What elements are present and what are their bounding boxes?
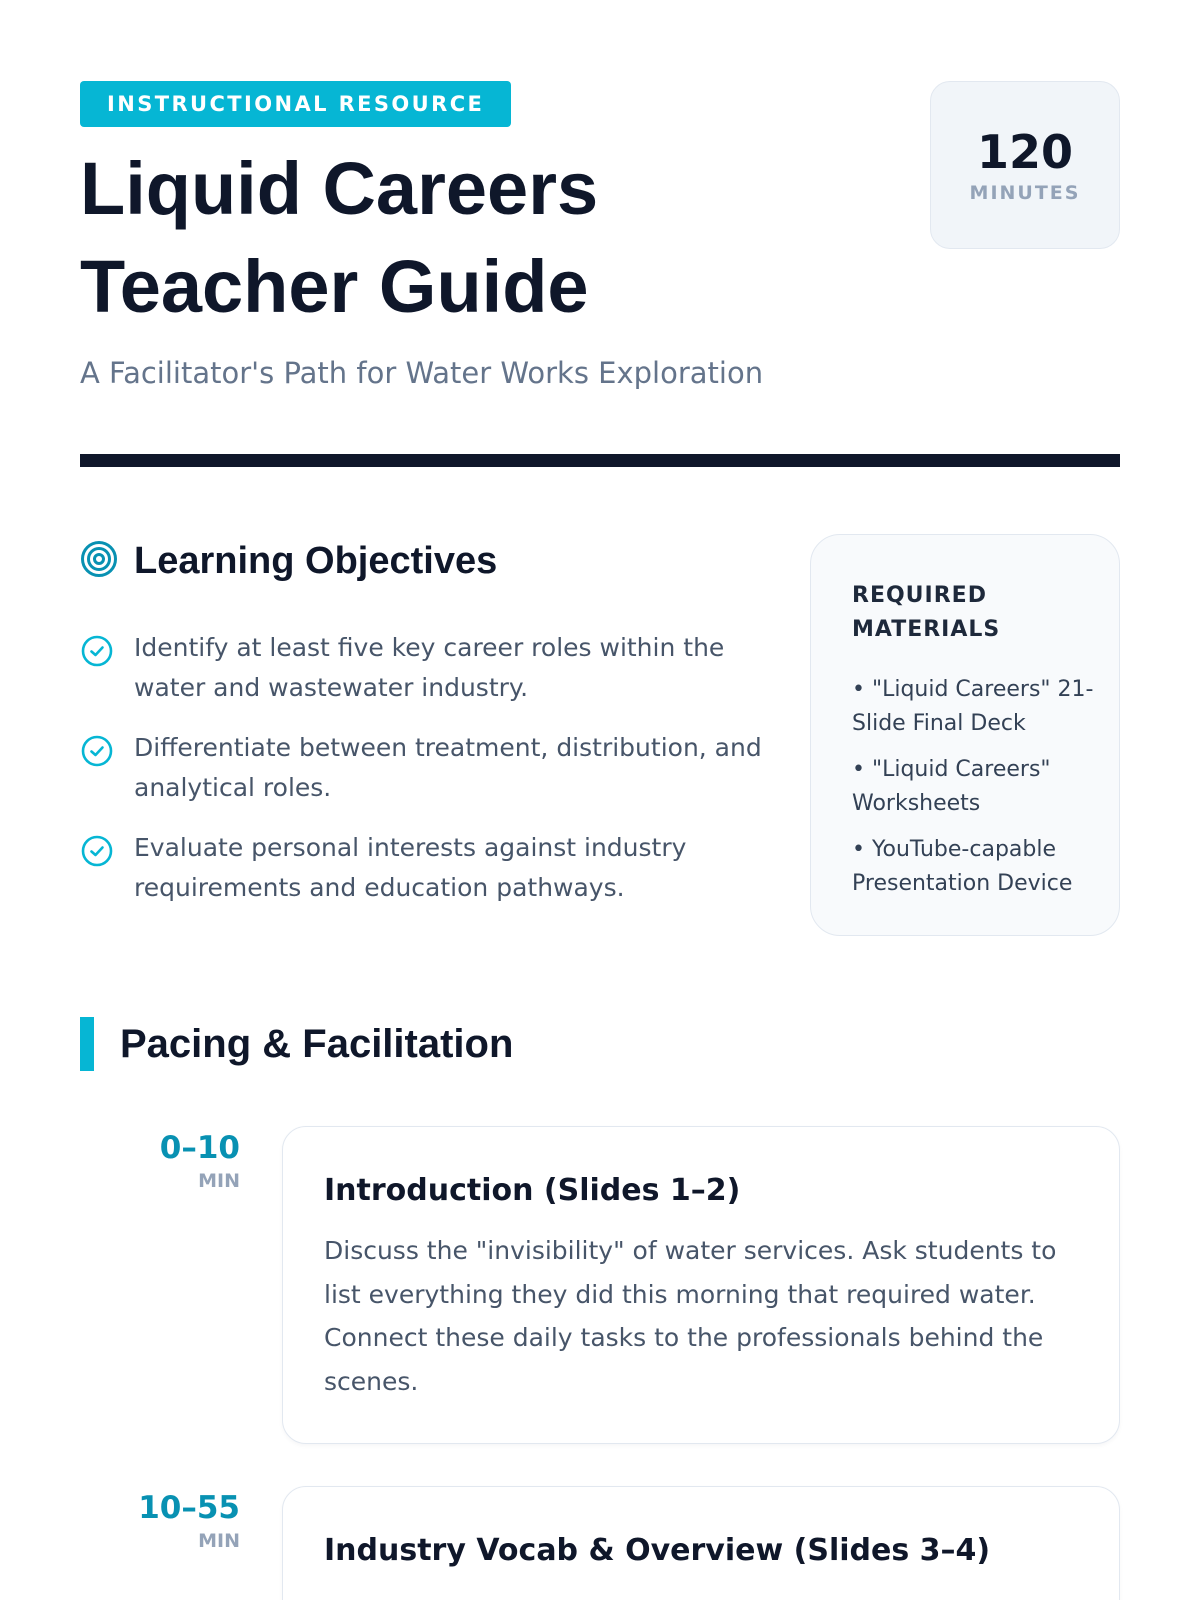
page-title	[80, 140, 860, 336]
step-title: Industry Vocab & Overview (Slides 3–4)	[324, 1533, 991, 1568]
objectives-header	[80, 540, 497, 583]
duration-badge	[930, 81, 1120, 249]
pacing-step-card	[282, 1126, 1120, 1444]
step-time-unit: MIN	[198, 1530, 240, 1552]
step-time-range: 10–55	[138, 1490, 240, 1526]
step-time-unit: MIN	[198, 1170, 240, 1192]
list-item	[80, 828, 780, 908]
title-line-2: Teacher Guide	[80, 245, 589, 328]
duration-value: 120	[976, 125, 1074, 179]
step-time	[138, 1488, 240, 1552]
section-accent-bar	[80, 1017, 94, 1071]
material-item: • "Liquid Careers" 21-Slide Final Deck	[852, 677, 1094, 736]
objectives-heading: Learning Objectives	[134, 540, 498, 582]
page-subtitle: A Facilitator's Path for Water Works Exploration	[80, 356, 764, 390]
title-line-1: Liquid Careers	[80, 147, 599, 230]
objective-text: Identify at least five key career roles within the water and wastewater industry.	[134, 633, 725, 702]
materials-card	[810, 534, 1120, 936]
list-item	[80, 628, 780, 708]
materials-heading: REQUIRED MATERIALS	[852, 583, 1001, 642]
check-circle-icon	[80, 628, 114, 708]
list-item	[80, 728, 780, 808]
objective-text: Evaluate personal interests against industry requirements and education pathways.	[134, 833, 687, 902]
objective-text: Differentiate between treatment, distribution, and analytical roles.	[134, 733, 762, 802]
step-title: Introduction (Slides 1–2)	[324, 1173, 741, 1208]
objectives-list	[80, 628, 780, 928]
header-divider	[80, 454, 1120, 467]
target-icon	[80, 540, 118, 583]
check-circle-icon	[80, 828, 114, 908]
step-time	[160, 1128, 240, 1192]
step-description: Discuss the "invisibility" of water services. Ask students to list everything they did this morning that required water. Connect these daily tasks to the professionals behind the scenes.	[324, 1236, 1057, 1396]
pacing-step-card	[282, 1486, 1120, 1600]
material-item: • YouTube-capable Presentation Device	[852, 837, 1073, 896]
duration-label: MINUTES	[969, 182, 1081, 204]
resource-tag: INSTRUCTIONAL RESOURCE	[80, 81, 511, 127]
check-circle-icon	[80, 728, 114, 808]
step-time-range: 0–10	[159, 1130, 240, 1166]
material-item: • "Liquid Careers" Worksheets	[852, 757, 1051, 816]
pacing-heading: Pacing & Facilitation	[120, 1022, 514, 1066]
